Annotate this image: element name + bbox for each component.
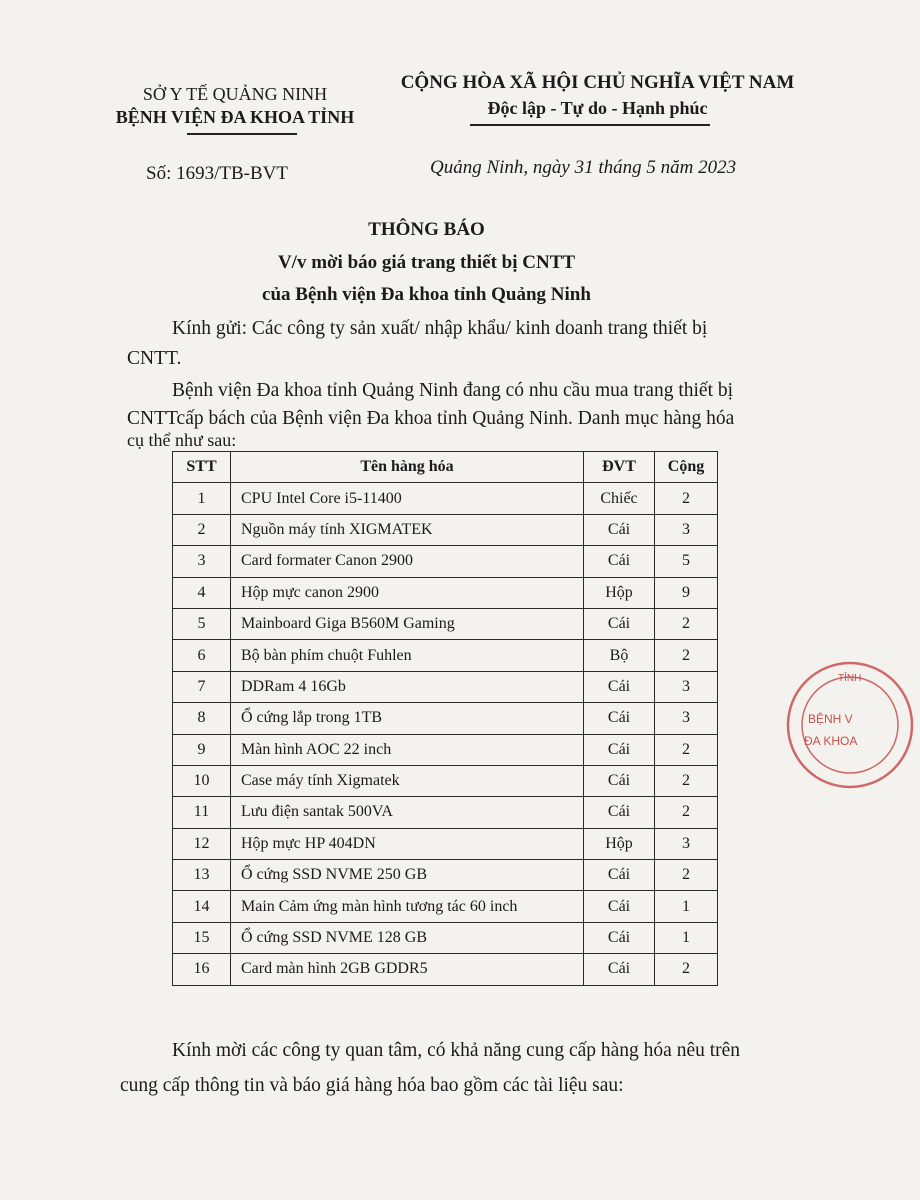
cell-qty: 3 [655, 828, 718, 859]
table-row [173, 703, 718, 734]
table-row [173, 860, 718, 891]
cell-name: Ổ cứng SSD NVME 250 GB [231, 860, 584, 891]
header-qty: Cộng [655, 452, 718, 483]
table-row [173, 608, 718, 639]
cell-qty: 2 [655, 765, 718, 796]
cell-name: Card màn hình 2GB GDDR5 [231, 954, 584, 985]
cell-stt: 7 [173, 671, 231, 702]
stamp-text-mid1: BỆNH V [808, 712, 853, 726]
cell-name: Nguồn máy tính XIGMATEK [231, 514, 584, 545]
document-number: Số: 1693/TB-BVT [146, 163, 288, 184]
intro-line1: Bệnh viện Đa khoa tỉnh Quảng Ninh đang có nhu cầu mua trang thiết bị [172, 380, 734, 401]
table-row [173, 734, 718, 765]
cell-unit: Cái [584, 922, 655, 953]
cell-unit: Cái [584, 734, 655, 765]
cell-stt: 11 [173, 797, 231, 828]
cell-stt: 8 [173, 703, 231, 734]
cell-qty: 1 [655, 922, 718, 953]
table-header-row [173, 452, 718, 483]
notice-title: THÔNG BÁO [368, 219, 485, 240]
cell-name: DDRam 4 16Gb [231, 671, 584, 702]
org-name-line1: SỞ Y TẾ QUẢNG NINH [142, 84, 328, 104]
hospital-stamp [780, 655, 920, 795]
intro-line2: CNTTcấp bách của Bệnh viện Đa khoa tỉnh Quảng Ninh. Danh mục hàng hóa [127, 408, 735, 429]
cell-name: Mainboard Giga B560M Gaming [231, 608, 584, 639]
cell-unit: Chiếc [584, 483, 655, 514]
cell-stt: 10 [173, 765, 231, 796]
cell-unit: Cái [584, 860, 655, 891]
items-table [172, 451, 718, 986]
cell-unit: Cái [584, 954, 655, 985]
cell-unit: Cái [584, 797, 655, 828]
org-underline [187, 133, 297, 135]
table-row [173, 828, 718, 859]
intro-line3: cụ thể như sau: [127, 430, 237, 450]
cell-unit: Cái [584, 765, 655, 796]
cell-stt: 6 [173, 640, 231, 671]
cell-qty: 2 [655, 640, 718, 671]
table-row [173, 577, 718, 608]
cell-stt: 1 [173, 483, 231, 514]
table-row [173, 922, 718, 953]
cell-name: Card formater Canon 2900 [231, 546, 584, 577]
header-name: Tên hàng hóa [231, 452, 584, 483]
cell-stt: 3 [173, 546, 231, 577]
cell-unit: Cái [584, 514, 655, 545]
cell-stt: 14 [173, 891, 231, 922]
cell-name: Hộp mực canon 2900 [231, 577, 584, 608]
table-row [173, 954, 718, 985]
closing-line2: cung cấp thông tin và báo giá hàng hóa bao gồm các tài liệu sau: [120, 1075, 624, 1096]
cell-name: Lưu điện santak 500VA [231, 797, 584, 828]
cell-stt: 2 [173, 514, 231, 545]
cell-qty: 3 [655, 514, 718, 545]
stamp-text-top: TỈNH [838, 673, 862, 684]
header-stt: STT [173, 452, 231, 483]
table-row [173, 797, 718, 828]
cell-name: CPU Intel Core i5-11400 [231, 483, 584, 514]
cell-name: Ổ cứng lắp trong 1TB [231, 703, 584, 734]
cell-unit: Cái [584, 546, 655, 577]
cell-stt: 5 [173, 608, 231, 639]
cell-unit: Hộp [584, 577, 655, 608]
table-row [173, 671, 718, 702]
cell-qty: 9 [655, 577, 718, 608]
notice-subject-line2: của Bệnh viện Đa khoa tỉnh Quảng Ninh [262, 284, 591, 305]
stamp-text-mid2: ĐA KHOA [804, 734, 858, 748]
greeting-line1: Kính gửi: Các công ty sản xuất/ nhập khẩu/ kinh doanh trang thiết bị [172, 318, 708, 339]
cell-qty: 2 [655, 860, 718, 891]
table-row [173, 765, 718, 796]
closing-line1: Kính mời các công ty quan tâm, có khả năng cung cấp hàng hóa nêu trên [172, 1040, 741, 1061]
cell-unit: Cái [584, 891, 655, 922]
cell-qty: 2 [655, 954, 718, 985]
cell-name: Ổ cứng SSD NVME 128 GB [231, 922, 584, 953]
table-row [173, 514, 718, 545]
table-row [173, 891, 718, 922]
cell-stt: 12 [173, 828, 231, 859]
cell-unit: Bộ [584, 640, 655, 671]
table-row [173, 546, 718, 577]
cell-qty: 5 [655, 546, 718, 577]
cell-stt: 15 [173, 922, 231, 953]
nation-title: CỘNG HÒA XÃ HỘI CHỦ NGHĨA VIỆT NAM [400, 72, 795, 93]
cell-unit: Cái [584, 703, 655, 734]
cell-unit: Cái [584, 671, 655, 702]
cell-qty: 2 [655, 608, 718, 639]
cell-name: Hộp mực HP 404DN [231, 828, 584, 859]
cell-qty: 1 [655, 891, 718, 922]
cell-stt: 9 [173, 734, 231, 765]
cell-qty: 2 [655, 483, 718, 514]
nation-motto: Độc lập - Tự do - Hạnh phúc [487, 98, 708, 118]
cell-name: Main Cảm ứng màn hình tương tác 60 inch [231, 891, 584, 922]
cell-name: Bộ bàn phím chuột Fuhlen [231, 640, 584, 671]
cell-stt: 4 [173, 577, 231, 608]
header-unit: ĐVT [584, 452, 655, 483]
table-row [173, 483, 718, 514]
cell-unit: Hộp [584, 828, 655, 859]
cell-qty: 3 [655, 671, 718, 702]
cell-qty: 2 [655, 734, 718, 765]
cell-stt: 13 [173, 860, 231, 891]
cell-qty: 2 [655, 797, 718, 828]
cell-name: Case máy tính Xigmatek [231, 765, 584, 796]
cell-unit: Cái [584, 608, 655, 639]
table-row [173, 640, 718, 671]
cell-qty: 3 [655, 703, 718, 734]
cell-name: Màn hình AOC 22 inch [231, 734, 584, 765]
notice-subject: V/v mời báo giá trang thiết bị CNTT [277, 252, 576, 273]
document-date: Quảng Ninh, ngày 31 tháng 5 năm 2023 [430, 157, 737, 178]
org-name-line2: BỆNH VIỆN ĐA KHOA TỈNH [115, 107, 355, 127]
motto-underline [470, 124, 710, 126]
cell-stt: 16 [173, 954, 231, 985]
greeting-line2: CNTT. [127, 348, 182, 369]
